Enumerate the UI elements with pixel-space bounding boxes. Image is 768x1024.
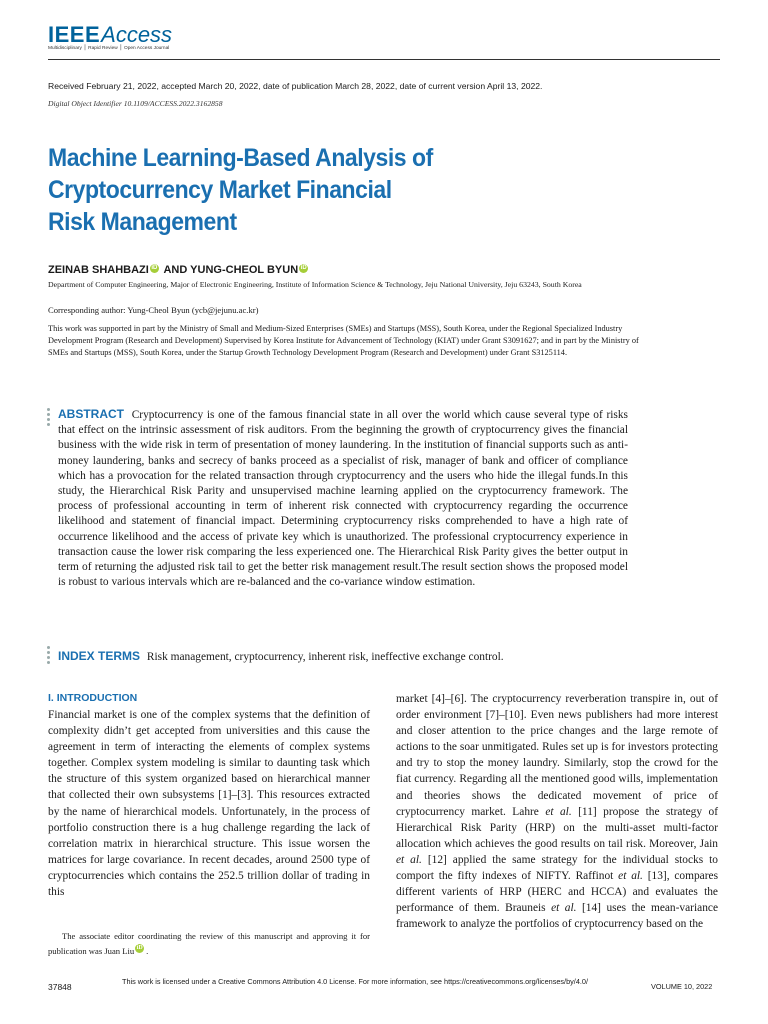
abstract	[58, 407, 628, 590]
section-heading: I. INTRODUCTION	[48, 692, 138, 704]
body-text: [11] propose the strategy of Hierarchical Risk Parity (HRP) on the multi-asset multi-factor allocation which achieves the good results on tail risk. Moreover, Jain	[396, 805, 718, 850]
journal-tagline: Multidisciplinary ⎪ Rapid Review ⎪ Open Access Journal	[48, 46, 170, 51]
index-terms-text: Risk management, cryptocurrency, inherent risk, ineffective exchange control.	[146, 651, 504, 663]
et-al: et al.	[396, 853, 422, 866]
title-line: Risk Management	[48, 208, 237, 236]
received-dates: Received February 21, 2022, accepted March 20, 2022, date of publication March 28, 2022, date of current version April 13, 2022.	[48, 81, 543, 91]
funding-statement: This work was supported in part by the Ministry of Small and Medium-Sized Enterprises (SMEs) and Startups (MSS), South Korea, under the Regional Specialized Industry Development Program (Research and Development) Supervised by Korea Institute for Advancement of Technology (KIAT) under Grant S3091627; and in part by the Ministry of SMEs and Startups (MSS), South Korea, under the Startup Growth Technology Development Program (Research and Development) under Grant S3125114.	[48, 324, 639, 357]
doi-identifier: Digital Object Identifier 10.1109/ACCESS.2022.3162858	[48, 99, 223, 108]
header-rule	[48, 59, 720, 60]
editor-footnote: The associate editor coordinating the review of this manuscript and approving it for publication was Juan Liu iD .	[48, 931, 370, 956]
intro-right-column	[396, 691, 718, 932]
license-notice[interactable]: This work is licensed under a Creative Commons Attribution 4.0 License. For more information, see https://creativecommons.org/licenses/by/4.0/	[122, 977, 588, 986]
body-text: market [4]–[6]. The cryptocurrency reverberation transpire in, out of order environment [7]–[10]. Even news publishers had more interest and closer attention to the price changes and the large remote of actions to the soar unmitigated. Rules set up is for investors protecting and try to stop the money laundry. Similarly, stop the crowd for the fiat currency. Regarding all the mentioned good wills, implementation and theories shows the dedicated movement of price of cryptocurrency market. Lahre	[396, 693, 718, 818]
author-affiliation: Department of Computer Engineering, Major of Electronic Engineering, Institute of Information Science & Technology, Jeju National University, Jeju 63243, South Korea	[48, 280, 582, 289]
body-text: [12] applied the same strategy for the individual stocks to comport the fifty indexes of NIFTY. Raffinot	[396, 853, 718, 883]
body-text: [13], compares different varients of HRP (HERC and HCCA) and evaluates the performance of them. Brauneis	[396, 870, 719, 915]
page-number: 37848	[48, 982, 72, 992]
paper-title	[48, 142, 600, 238]
index-terms	[58, 649, 658, 665]
body-text: [14] uses the mean-variance framework to analyze the portfolios of cryptocurrency based on the	[396, 902, 718, 931]
journal-logo	[48, 22, 172, 48]
author-name: AND YUNG-CHEOL BYUN	[160, 264, 299, 276]
logo-ieee: IEEE	[48, 22, 101, 47]
index-terms-heading: INDEX TERMS	[58, 649, 141, 663]
section-marker-icon	[47, 646, 51, 666]
orcid-icon[interactable]: iD	[151, 265, 158, 271]
abstract-heading: ABSTRACT	[58, 407, 124, 421]
footnote-text: The associate editor coordinating the review of this manuscript and approving it for publication was Juan Liu	[48, 931, 370, 956]
orcid-icon[interactable]: iD	[136, 945, 143, 951]
volume-label: VOLUME 10, 2022	[651, 982, 713, 991]
abstract-text: Cryptocurrency is one of the famous financial state in all over the world which cause several type of risks that effect on the intrinsic assessment of risk auditors. From the beginning the growth of cryptocurrency gives the financial business with the wide risk in term of presentation of money laundering. In the institution of financial supports such as anti-money laundering, banks and secrecy of banks proceed as a specialist of risk, manager of bank and officer of compliance which has a provocation for the related transaction through cryptocurrency and the users who hide the illegal funds.In this study, the Hierarchical Risk Parity and unsupervised machine learning applied on the cryptocurrency framework. The process of professional accounting in term of inherent risk connected with cryptocurrency regarding the occurrence likelihood and statement of financial impact. Determining cryptocurrency risks comprehended to have a high rate of occurrence likelihood and the access of private key which is unauthorized. The professional cryptocurrency experience in transaction cause the lower risk comparing the less experienced one. The Hierarchical Risk Parity gives the better output in term of returning the adjusted risk tail to get the better risk management result.The result section shows the proposed model is robust to various intervals which are re-balanced and the co-variance window estimation.	[58, 409, 628, 589]
intro-left-column: Financial market is one of the complex systems that the definition of complexity didn’t get accepted from universities and this cause the agreement in term of interacting the elements of complex systems together. Complex system modeling is similar to daunting task which the structure of this system organized based on hierarchical manner that collected their own subsystems [1]–[3]. This resources extracted by the name of hierarchical models. Unfortunately, in the process of portfolio construction there is a hug challenge regarding the lack of correlation matrix in hierarchical structure. This issue worsen the matrices for large covariance. In recent decades, around 2500 type of cryptocurrencies which contains the 252.5 trillion dollar of trading in this	[48, 709, 370, 899]
author-list	[48, 264, 310, 276]
title-line: Machine Learning-Based Analysis of	[48, 144, 433, 172]
corresponding-author: Corresponding author: Yung-Cheol Byun (ycb@jejunu.ac.kr)	[48, 305, 259, 315]
author-name: ZEINAB SHAHBAZI	[48, 264, 149, 276]
section-marker-icon	[47, 408, 51, 428]
logo-access: Access	[101, 22, 173, 47]
et-al: et al.	[545, 805, 572, 818]
title-line: Cryptocurrency Market Financial	[48, 176, 392, 204]
et-al: et al.	[551, 902, 577, 915]
orcid-icon[interactable]: iD	[300, 265, 307, 271]
et-al: et al.	[618, 870, 643, 883]
